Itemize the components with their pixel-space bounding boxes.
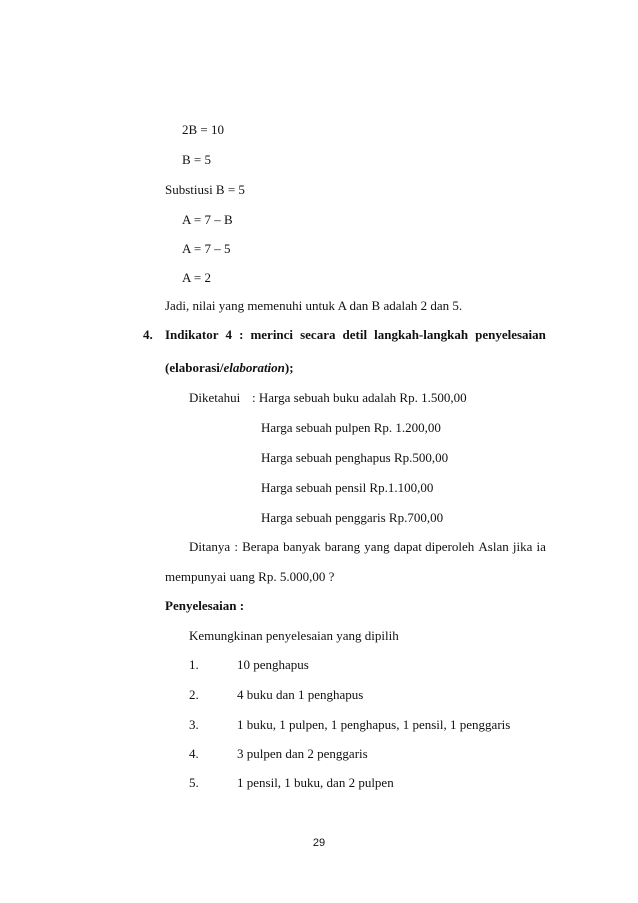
question-word: yang: [364, 539, 390, 554]
substitution-line: Substiusi B = 5: [165, 182, 245, 197]
option-text: 10 penghapus: [237, 657, 309, 672]
option-text: 4 buku dan 1 penghapus: [237, 687, 364, 702]
equation-line: 2B = 10: [182, 122, 225, 137]
known-item: Harga sebuah pensil Rp.1.100,00: [261, 480, 434, 495]
question-word: :: [234, 539, 238, 554]
question-line: [189, 539, 546, 555]
heading-word: merinci: [250, 327, 294, 342]
known-item: Harga sebuah penghapus Rp.500,00: [261, 450, 449, 465]
indicator-heading: [165, 327, 546, 343]
heading-word: secara: [300, 327, 336, 342]
option-number: 1.: [189, 657, 199, 672]
equation-line: A = 2: [182, 270, 212, 285]
question-word: barang: [324, 539, 361, 554]
heading-word: 4: [225, 327, 233, 342]
known-item: Harga sebuah penggaris Rp.700,00: [261, 510, 444, 525]
conclusion-text: Jadi, nilai yang memenuhi untuk A dan B adalah 2 dan 5.: [165, 298, 463, 313]
question-word: jika: [512, 539, 533, 554]
subheading-italic-part: elaboration: [223, 360, 285, 375]
option-number: 3.: [189, 717, 199, 732]
question-word: Berapa: [242, 539, 279, 554]
known-label: Diketahui: [189, 390, 241, 405]
heading-word: :: [239, 327, 244, 342]
page-number: 29: [312, 837, 326, 849]
indicator-subheading: [165, 360, 294, 376]
subheading-part: );: [284, 360, 294, 375]
heading-word: langkah-langkah: [374, 327, 469, 342]
heading-word: penyelesaian: [475, 327, 546, 342]
equation-line: B = 5: [182, 152, 212, 167]
heading-word: Indikator: [165, 327, 219, 342]
known-item: Harga sebuah pulpen Rp. 1.200,00: [261, 420, 441, 435]
equation-line: A = 7 – 5: [182, 241, 231, 256]
option-number: 5.: [189, 775, 199, 790]
option-number: 4.: [189, 746, 199, 761]
equation-line: A = 7 – B: [182, 212, 233, 227]
question-word: dapat diperoleh: [393, 539, 475, 554]
known-item: : Harga sebuah buku adalah Rp. 1.500,00: [252, 390, 467, 405]
option-text: 3 pulpen dan 2 penggaris: [237, 746, 368, 761]
option-text: 1 pensil, 1 buku, dan 2 pulpen: [237, 775, 394, 790]
question-continuation: mempunyai uang Rp. 5.000,00 ?: [165, 569, 335, 584]
indicator-number: 4.: [143, 327, 153, 342]
option-text: 1 buku, 1 pulpen, 1 penghapus, 1 pensil, 1 penggaris: [237, 717, 511, 732]
solution-heading: Penyelesaian :: [165, 598, 245, 613]
question-word: banyak: [283, 539, 321, 554]
subheading-part: (elaborasi/: [165, 360, 224, 375]
question-word: ia: [536, 539, 546, 554]
question-word: Ditanya: [189, 539, 231, 554]
solution-intro: Kemungkinan penyelesaian yang dipilih: [189, 628, 399, 643]
heading-word: detil: [342, 327, 368, 342]
question-word: Aslan: [478, 539, 509, 554]
option-number: 2.: [189, 687, 199, 702]
